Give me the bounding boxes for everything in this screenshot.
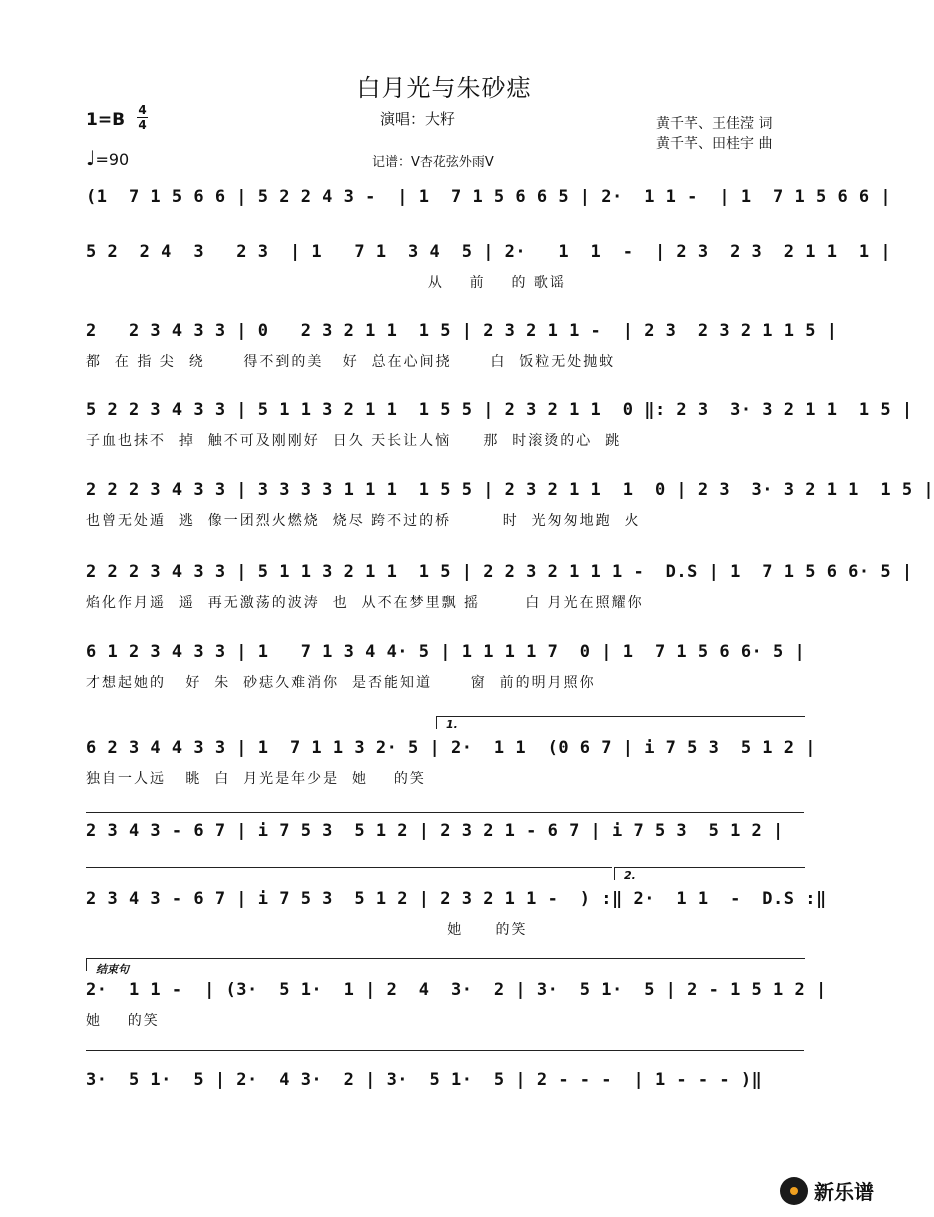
staff-notes: 2 2 2 3 4 3 3 | 3 3 3 3 1 1 1 1 5 5 | 2 3 2 1 1 1 0 | 2 3 3· 3 2 1 1 1 5 | — [86, 480, 934, 500]
staff-notes: 2 2 2 3 4 3 3 | 5 1 1 3 2 1 1 1 5 | 2 2 3 2 1 1 1 - D.S | 1 7 1 5 6 6· 5 | — [86, 562, 913, 582]
volta-number-2: 2. — [624, 869, 636, 882]
staff-lyrics: 她 的笑 — [86, 922, 528, 938]
staff-lyrics: 也曾无处遁 逃 像一团烈火燃烧 烧尽 跨不过的桥 时 光匆匆地跑 火 — [86, 513, 641, 529]
staff-lyrics: 从 前 的 歌谣 — [86, 275, 566, 291]
staff-row-4 — [86, 396, 913, 466]
staff-row-12 — [86, 1066, 810, 1136]
staff-lyrics: 独自一人远 眺 白 月光是年少是 她 的笑 — [86, 771, 426, 787]
staff-notes: 2 3 4 3 - 6 7 | i 7 5 3 5 1 2 | 2 3 2 1 1 - ) :‖ 2· 1 1 - D.S :‖ — [86, 889, 827, 909]
volta-bracket-1 — [436, 716, 805, 729]
volta-continuation-line — [86, 812, 804, 813]
brand-logo[interactable] — [780, 1176, 874, 1205]
staff-row-8 — [86, 734, 816, 804]
quarter-note-icon: ♩ — [86, 146, 96, 170]
staff-notes: 5 2 2 4 3 2 3 | 1 7 1 3 4 5 | 2· 1 1 - | 2 3 2 3 2 1 1 1 | — [86, 242, 892, 262]
volta-bracket-2 — [614, 867, 805, 880]
volta-continuation-line — [86, 867, 612, 868]
staff-row-5 — [86, 476, 934, 546]
tempo-marking — [86, 146, 129, 170]
staff-row-11 — [86, 976, 827, 1046]
ending-bracket — [86, 958, 805, 971]
singer-credit: 演唱：大籽 — [380, 110, 456, 128]
staff-row-2 — [86, 238, 892, 308]
lyricist-credit: 黄千芊、王佳滢 词 — [656, 116, 773, 132]
volta-number-1: 1. — [446, 718, 458, 731]
staff-row-3 — [86, 317, 838, 387]
key-signature: 1=B — [86, 110, 126, 130]
staff-notes: 5 2 2 3 4 3 3 | 5 1 1 3 2 1 1 1 5 5 | 2 3 2 1 1 0 ‖: 2 3 3· 3 2 1 1 1 5 | — [86, 400, 913, 420]
ending-continuation-line — [86, 1050, 804, 1051]
transcriber-credit: 记谱：V杏花弦外雨V — [372, 155, 494, 170]
staff-lyrics: 都 在 指 尖 绕 得不到的美 好 总在心间挠 白 饭粒无处抛蚊 — [86, 354, 616, 370]
staff-notes: 2 2 3 4 3 3 | 0 2 3 2 1 1 1 5 | 2 3 2 1 1 - | 2 3 2 3 2 1 1 5 | — [86, 321, 838, 341]
vinyl-disc-icon — [780, 1177, 808, 1205]
staff-notes: 6 2 3 4 4 3 3 | 1 7 1 1 3 2· 5 | 2· 1 1 (0 6 7 | i 7 5 3 5 1 2 | — [86, 738, 816, 758]
staff-lyrics — [86, 217, 810, 239]
staff-row-6 — [86, 558, 913, 628]
ending-label: 结束句 — [96, 963, 129, 976]
meter-bottom: 4 — [138, 118, 147, 132]
staff-lyrics: 焰化作月遥 遥 再无激荡的波涛 也 从不在梦里飘 摇 白 月光在照耀你 — [86, 595, 644, 611]
staff-notes: 2 3 4 3 - 6 7 | i 7 5 3 5 1 2 | 2 3 2 1 - 6 7 | i 7 5 3 5 1 2 | — [86, 821, 784, 841]
staff-notes: 3· 5 1· 5 | 2· 4 3· 2 | 3· 5 1· 5 | 2 - - - | 1 - - - )‖ — [86, 1070, 763, 1090]
tempo-value: =90 — [95, 150, 130, 169]
meter-top: 4 — [138, 103, 147, 117]
staff-lyrics: 子血也抹不 掉 触不可及刚刚好 日久 天长让人恼 那 时滚烫的心 跳 — [86, 433, 622, 449]
staff-row-10 — [86, 885, 827, 955]
staff-lyrics: 才想起她的 好 朱 砂痣久难消你 是否能知道 窗 前的明月照你 — [86, 675, 596, 691]
staff-row-7 — [86, 638, 810, 708]
staff-lyrics: 她 的笑 — [86, 1013, 160, 1029]
staff-notes: 2· 1 1 - | (3· 5 1· 1 | 2 4 3· 2 | 3· 5 1· 5 | 2 - 1 5 1 2 | — [86, 980, 827, 1000]
staff-notes: (1 7 1 5 6 6 | 5 2 2 4 3 - | 1 7 1 5 6 6 5 | 2· 1 1 - | 1 7 1 5 6 6 | — [86, 187, 892, 207]
brand-name: 新乐谱 — [814, 1180, 874, 1204]
time-signature — [137, 104, 148, 131]
composer-credit: 黄千芊、田桂宇 曲 — [656, 136, 773, 152]
staff-notes: 6 1 2 3 4 3 3 | 1 7 1 3 4 4· 5 | 1 1 1 1 7 0 | 1 7 1 5 6 6· 5 | — [86, 642, 806, 662]
score-title: 白月光与朱砂痣 — [356, 74, 532, 102]
